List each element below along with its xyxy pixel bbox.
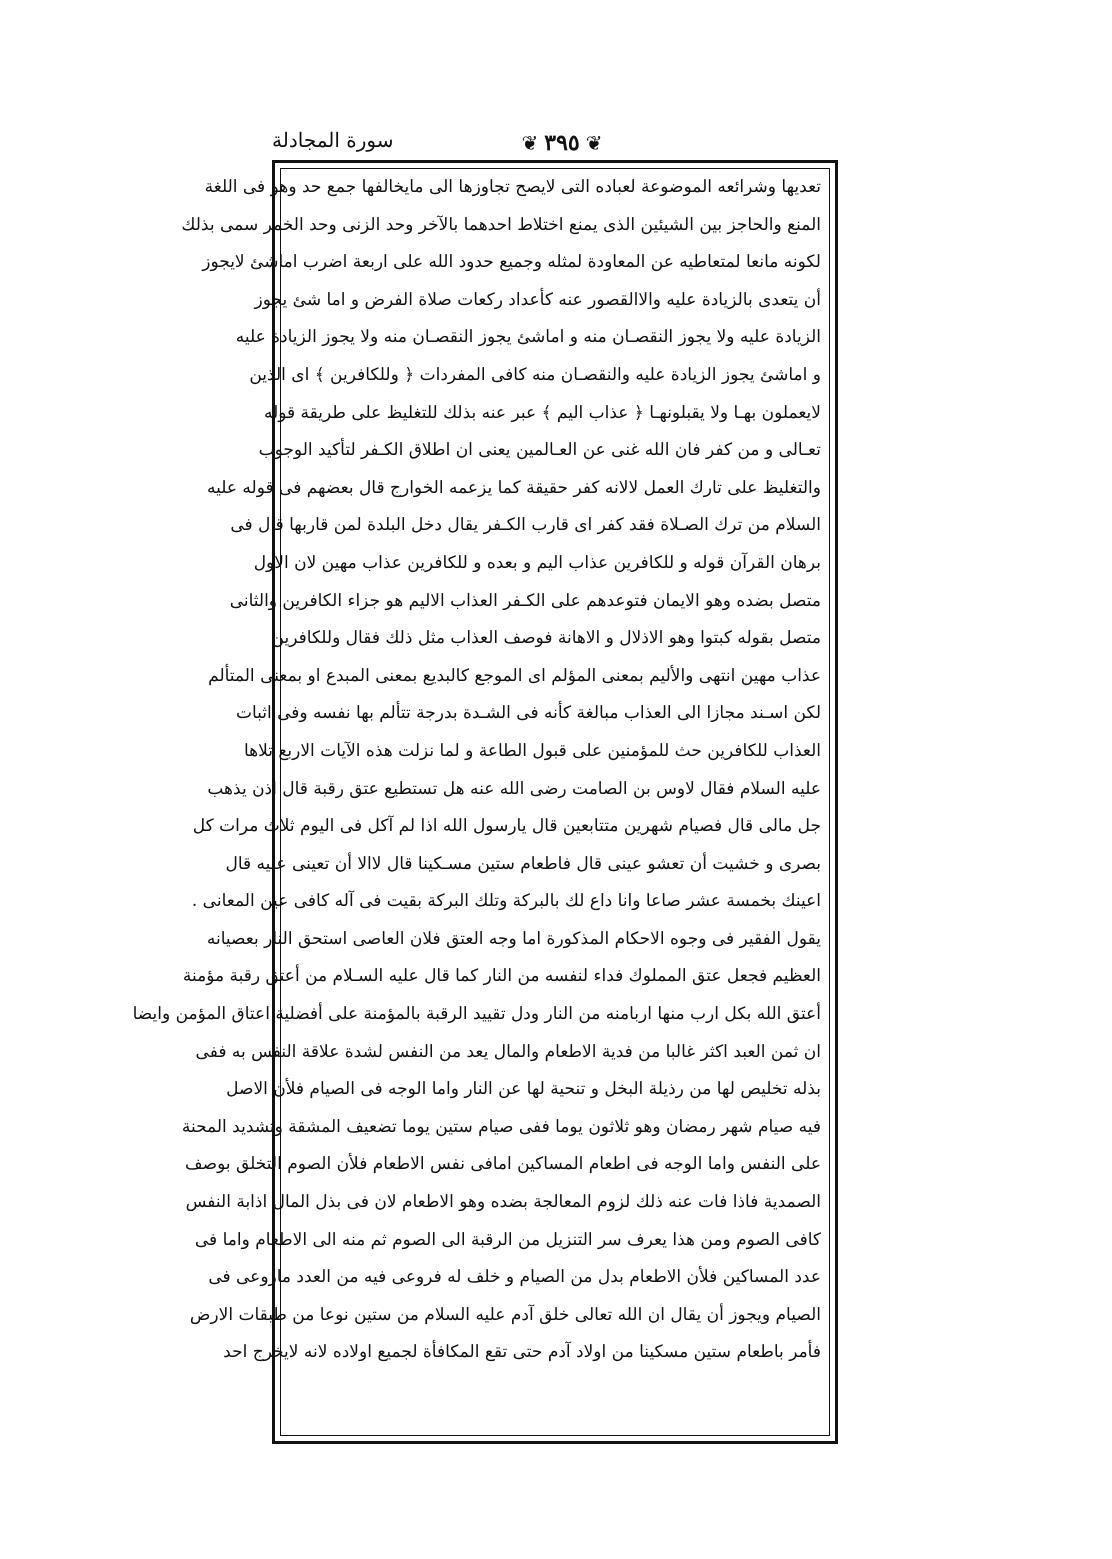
- text-line: الزيادة عليه ولا يجوز النقصـان منه و اماشئ يجوز النقصـان منه ولا يجوز الزيادة عليه: [235, 327, 821, 348]
- text-line: لايعملون بهـا ولا يقبلونهـا ﴿ عذاب اليم ﴾ عبر عنه بذلك للتغليظ على طريقة قوله: [263, 402, 821, 423]
- text-line: والتغليظ على تارك العمل لالانه كفر حقيقة كما يزعمه الخوارج قال بعضهم فى قوله عليه: [207, 477, 821, 498]
- text-line: الصمدية فاذا فات عنه ذلك لزوم المعالجة بضده وهو الاطعام لان فى بذل المال اذابة النفس: [185, 1192, 821, 1213]
- text-line: العظيم فجعل عتق المملوك فداء لنفسه من النار كما قال عليه السـلام من أعتق رقبة مؤمنة: [182, 966, 821, 987]
- text-line: جل مالى قال فصيام شهرين متتابعين قال يارسول الله اذا لم آكل فى اليوم ثلاث مرات كل: [192, 816, 821, 837]
- text-line: متصل بقوله كبتوا وهو الاذلال و الاهانة فوصف العذاب مثل ذلك فقال وللكافرين: [271, 628, 821, 649]
- page-number: ٣٩٥: [544, 130, 580, 156]
- text-line: الصيام ويجوز أن يقال ان الله تعالى خلق آدم عليه السلام من ستين نوعا من طبقات الارض: [189, 1304, 821, 1325]
- text-line: السلام من ترك الصـلاة فقد كفر اى قارب الكـفر يقال دخل البلدة لمن قاربها قال فى: [230, 515, 821, 536]
- text-line: يقول الفقير فى وجوه الاحكام المذكورة اما وجه العتق فلان العاصى استحق النار بعصيانه: [206, 928, 821, 949]
- text-line: لكونه مانعا لمتعاطيه عن المعاودة لمثله وجميع حدود الله على اربعة اضرب اماشئ لايجوز: [202, 252, 821, 273]
- page-header: [272, 126, 838, 160]
- text-line: العذاب للكافرين حث للمؤمنين على قبول الطاعة و لما نزلت هذه الآيات الاربع تلاها: [243, 740, 821, 761]
- text-line: على النفس واما الوجه فى اطعام المساكين امافى نفس الاطعام فلأن الصوم التخلق بوصف: [185, 1154, 821, 1175]
- body-text: [132, 169, 821, 1372]
- text-line: برهان القرآن قوله و للكافرين عذاب اليم و بعده و للكافرين عذاب مهين لان الاول: [253, 552, 821, 573]
- text-frame: [132, 160, 838, 1444]
- text-line: المنع والحاجز بين الشيئين الذى يمنع اختلاط احدهما بالآخر وحد الزنى وحد الخمر سمى بذلك: [181, 214, 821, 235]
- text-line: اعينك بخمسة عشر صاعا وانا داع لك بالبركة وتلك البركة بقيت فى آله كافى عين المعانى .: [191, 891, 821, 912]
- text-line: فأمر باطعام ستين مسكينا من اولاد آدم حتى تقع المكافأة لجميع اولاده لانه لايخرج احد: [223, 1342, 821, 1363]
- text-line: فيه صيام شهر رمضان وهو ثلاثون يوما ففى صيام ستين يوما تضعيف المشقة وتشديد المحنة: [181, 1116, 821, 1137]
- text-line: عذاب مهين انتهى والأليم بمعنى المؤلم اى الموجع كالبديع بمعنى المبدع او بمعنى المتألم: [208, 665, 821, 686]
- text-line: أعتق الله بكل ارب منها اربامنه من النار ودل تقييد الرقبة بالمؤمنة على أفضلية اعتاق المؤمن وايضا: [132, 1004, 821, 1025]
- page-number-group: [497, 126, 627, 160]
- text-line: لكن اسـند مجازا الى العذاب مبالغة كأنه فى الشـدة بدرجة تتألم بها نفسه وفى اثبات: [235, 703, 821, 724]
- text-line: بذله تخليص لها من رذيلة البخل و تنحية لها عن النار واما الوجه فى الصيام فلأن الاصل: [226, 1079, 821, 1100]
- text-line: عليه السلام فقال لاوس بن الصامت رضى الله عنه هل تستطيع عتق رقبة قال اذن يذهب: [207, 778, 821, 799]
- text-line: تعديها وشرائعه الموضوعة لعباده التى لايصح تجاوزها الى مايخالفها جمع حد وهو فى اللغة: [204, 177, 821, 197]
- text-line: عدد المساكين فلأن الاطعام بدل من الصيام و خلف له فروعى فيه من العدد ماروعى فى: [208, 1267, 821, 1288]
- right-ornament-icon: ❦: [585, 131, 603, 155]
- surah-title: سورة المجادلة: [272, 128, 394, 152]
- text-line: أن يتعدى بالزيادة عليه والاالقصور عنه كأعداد ركعات صلاة الفرض و اما شئ يجوز: [254, 289, 821, 310]
- text-line: ان ثمن العبد اكثر غالبا من فدية الاطعام والمال يعد من النفس لشدة علاقة النفس به ففى: [195, 1041, 821, 1062]
- left-ornament-icon: ❦: [521, 131, 539, 155]
- text-line: بصرى و خشيت أن تعشو عينى قال فاطعام ستين مسـكينا قال لاالا أن تعينى عليه قال: [225, 853, 821, 874]
- text-line: متصل بضده وهو الايمان فتوعدهم على الكـفر العذاب الاليم هو جزاء الكافرين والثانى: [229, 590, 821, 611]
- text-line: تعـالى و من كفر فان الله غنى عن العـالمين يعنى ان اطلاق الكـفر لتأكيد الوجوب: [258, 440, 821, 461]
- text-line: و اماشئ يجوز الزيادة عليه والنقصـان منه كافى المفردات ﴿ وللكافرين ﴾ اى الذين: [249, 364, 821, 385]
- text-line: كافى الصوم ومن هذا يعرف سر التنزيل من الرقبة الى الصوم ثم منه الى الاطعام واما فى: [194, 1229, 821, 1250]
